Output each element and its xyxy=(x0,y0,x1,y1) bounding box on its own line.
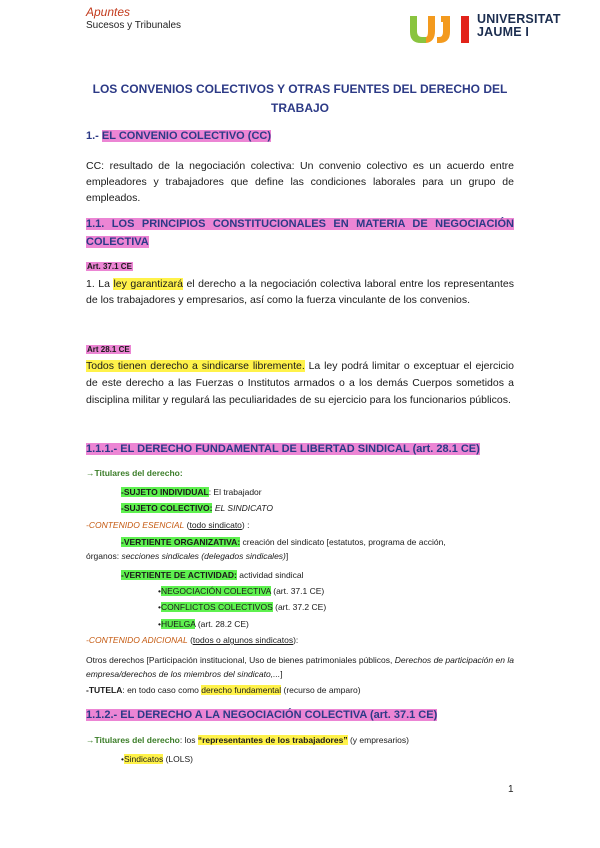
vertiente-organizativa-cont: órganos: secciones sindicales (delegados sindicales)] xyxy=(86,551,289,561)
logo-j-shape xyxy=(437,16,450,43)
sujeto-individual: -SUJETO INDIVIDUAL: El trabajador xyxy=(121,487,262,497)
page-number: 1 xyxy=(508,784,514,795)
logo-text-line2: JAUME I xyxy=(477,25,530,39)
titulares-label: →Titulares del derecho: xyxy=(86,468,183,478)
vertiente-actividad: -VERTIENTE DE ACTIVIDAD: actividad sindical xyxy=(121,570,304,580)
bullet-conflictos: •CONFLICTOS COLECTIVOS (art. 37.2 CE) xyxy=(158,602,327,612)
section-1-body: CC: resultado de la negociación colectiva: Un convenio colectivo es un acuerdo entre empleadores y trabajadores que define las condiciones laborales para un grupo de empleados. xyxy=(86,160,514,204)
section-1-1-2-heading: 1.1.2.- EL DERECHO A LA NEGOCIACIÓN COLECTIVA (art. 37.1 CE) xyxy=(86,709,438,721)
section-1-heading: 1.- EL CONVENIO COLECTIVO (CC) xyxy=(86,130,271,142)
ley-garantizara-highlight: ley garantizará xyxy=(113,278,183,290)
tutela: -TUTELA: en todo caso como derecho fundamental (recurso de amparo) xyxy=(86,685,361,695)
section-1-1-1-heading: 1.1.1.- EL DERECHO FUNDAMENTAL DE LIBERTAD SINDICAL (art. 28.1 CE) xyxy=(86,443,480,455)
logo-text xyxy=(477,13,561,39)
title-line2: TRABAJO xyxy=(270,101,329,115)
article-37-1-label: Art. 37.1 CE xyxy=(87,262,132,271)
bullet-negociacion: •NEGOCIACIÓN COLECTIVA (art. 37.1 CE) xyxy=(158,586,325,596)
section-1-1-heading: 1.1. LOS PRINCIPIOS CONSTITUCIONALES EN MATERIA DE NEGOCIACIÓN COLECTIVA xyxy=(86,218,514,248)
logo-u-shape xyxy=(410,16,426,43)
otros-derechos: Otros derechos [Participación institucional, Uso de bienes patrimoniales públicos, Derechos de participación en la empresa/derechos de los miembros del sindicato,...] xyxy=(86,655,514,679)
article-28-1-label: Art 28.1 CE xyxy=(87,345,130,354)
bullet-huelga: •HUELGA (art. 28.2 CE) xyxy=(158,619,249,629)
title-line1: LOS CONVENIOS COLECTIVOS Y OTRAS FUENTES DEL DERECHO DEL xyxy=(92,82,508,96)
article-37-1-text: 1. La ley garantizará el derecho a la negociación colectiva laboral entre los representantes de los trabajadores y empresarios, así como la fuerza vinculante de los convenios. xyxy=(86,278,514,306)
sujeto-colectivo: -SUJETO COLECTIVO: EL SINDICATO xyxy=(121,503,273,513)
sindicarse-highlight: Todos tienen derecho a sindicarse libremente. xyxy=(86,360,305,372)
bullet-sindicatos: •Sindicatos (LOLS) xyxy=(121,754,193,764)
logo-i-shape xyxy=(461,16,469,43)
header-subtitle: Sucesos y Tribunales xyxy=(86,20,182,31)
logo-u-shape-right xyxy=(426,16,435,43)
header-brand: Apuntes xyxy=(86,5,131,19)
titulares-negociacion: →Titulares del derecho: los “representantes de los trabajadores” (y empresarios) xyxy=(86,735,409,745)
vertiente-organizativa: -VERTIENTE ORGANIZATIVA: creación del sindicato [estatutos, programa de acción, xyxy=(121,537,446,547)
document-title xyxy=(86,80,514,118)
article-28-1-text: Todos tienen derecho a sindicarse libremente. La ley podrá limitar o exceptuar el ejercicio de este derecho a las Fuerzas o Institutos armados o a los demás Cuerpos sometidos a disciplina militar y regulará las peculiaridades de su ejercicio para los funcionarios públicos. xyxy=(86,360,514,406)
section-1-title: EL CONVENIO COLECTIVO (CC) xyxy=(101,130,271,142)
contenido-esencial: -CONTENIDO ESENCIAL (todo sindicato) : xyxy=(86,520,250,530)
contenido-adicional: -CONTENIDO ADICIONAL (todos o algunos sindicatos): xyxy=(86,635,299,645)
logo-text-line1: UNIVERSITAT xyxy=(477,12,561,26)
